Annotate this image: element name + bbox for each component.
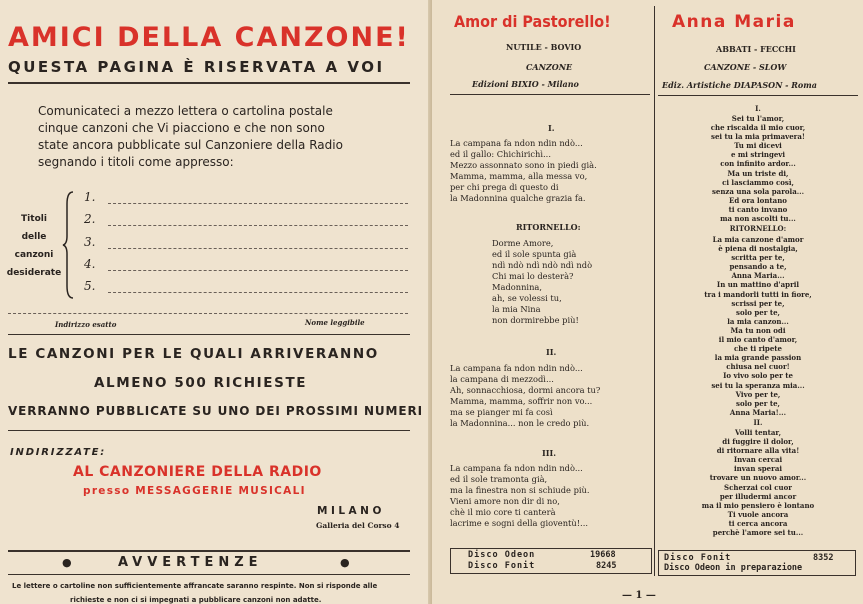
verse-label: I.	[755, 104, 761, 113]
form-label	[6, 210, 62, 282]
lyric-line: tra i mandorli tutti in fiore,	[704, 289, 812, 299]
lyric-line: di ritornare alla vita!	[716, 446, 800, 456]
song1-verse1-label: I.	[548, 123, 555, 133]
title-input-3[interactable]	[108, 248, 408, 249]
form-number: 4.	[84, 257, 96, 271]
lyric-line: lacrime e sogni della gioventù!...	[450, 518, 588, 528]
lyric-line: perchè l'amore sei tu...	[712, 528, 804, 538]
divider	[8, 82, 410, 84]
title-input-2[interactable]	[108, 225, 408, 226]
divider	[8, 334, 410, 335]
lyric-line: La campana fa ndon ndin ndò...	[450, 138, 583, 148]
song1-disc1-num: 19668	[590, 550, 616, 560]
warnings-text-2: richieste e non ci si impegnati a pubblicare canzoni non adatte.	[70, 596, 322, 604]
song1-publisher: Edizioni BIXIO - Milano	[472, 79, 579, 89]
name-label: Nome leggibile	[305, 318, 365, 327]
column-divider	[654, 6, 655, 576]
lyric-line: pensando a te,	[729, 262, 787, 272]
lyric-line: invan sperai	[733, 464, 783, 474]
lyric-line: trovare un nuovo amor...	[709, 473, 807, 483]
lyric-line: chiusa nel cuor!	[726, 362, 790, 372]
lyric-line: La mia canzone d'amor	[712, 235, 804, 244]
intro-line: state ancora pubblicate sul Canzoniere della Radio	[38, 138, 343, 152]
song1-disc2-num: 8245	[596, 561, 617, 571]
lyric-line: Ed ora lontano	[729, 195, 787, 205]
lyric-line: la Madonnina... non le credo più.	[450, 418, 590, 428]
page-subtitle: QUESTA PAGINA È RISERVATA A VOI	[8, 58, 385, 76]
song2-disc2: Disco Odeon in preparazione	[664, 563, 803, 573]
address-label: Indirizzo esatto	[55, 320, 117, 329]
song1-disc1-label: Disco Odeon	[468, 550, 536, 560]
song2-verse1-label	[658, 104, 858, 113]
lyric-line: In un mattino d'april	[716, 280, 800, 290]
song1-genre: CANZONE	[526, 62, 573, 72]
divider	[8, 574, 410, 575]
song1-authors: NUTILE - BOVIO	[506, 42, 582, 52]
lyric-line: e mi stringevi	[730, 150, 786, 160]
lyric-line: scrissi per te,	[731, 298, 785, 308]
song1-verse3	[450, 463, 590, 529]
lyric-line: ci lasciammo così,	[722, 177, 794, 187]
lyric-line: Vieni amore non dir di no,	[450, 496, 560, 506]
street: Galleria del Corso 4	[316, 521, 400, 530]
song2-refrain-label	[658, 224, 858, 233]
notice-line-2: ALMENO 500 RICHIESTE	[94, 375, 308, 391]
notice-line-3: VERRANNO PUBBLICATE SU UNO DEI PROSSIMI NUMERI	[8, 404, 423, 418]
page-title: AMICI DELLA CANZONE!	[8, 22, 410, 53]
lyric-line: Anna Maria...	[731, 271, 785, 281]
lyric-line: ma la finestra non si schiude più.	[450, 485, 590, 495]
lyric-line: solo per te,	[736, 398, 780, 408]
warnings-title: AVVERTENZE	[118, 555, 263, 570]
lyric-line: ndì ndò ndì ndò ndì ndò	[492, 260, 593, 270]
lyric-line: Dorme Amore,	[492, 238, 554, 248]
lyric-line: Ma tu non odi	[730, 325, 786, 335]
lyric-line: Invan cercai	[733, 455, 783, 465]
refrain-label: RITORNELLO:	[729, 224, 787, 233]
lyric-line: che riscalda il mio cuor,	[710, 123, 806, 133]
song1-verse1	[450, 138, 597, 204]
song1-verse2-label: II.	[546, 347, 557, 357]
intro-line: segnando i titoli come appresso:	[38, 155, 234, 169]
lyric-line: Ah, sonnacchiosa, dormi ancora tu?	[450, 385, 601, 395]
lyric-line: non dormirebbe più!	[492, 315, 579, 325]
warning-bullet: ●	[62, 556, 72, 569]
divider	[8, 550, 410, 552]
intro-line: cinque canzoni che Vi piacciono e che non sono	[38, 121, 325, 135]
lyric-line: ed il gallo: Chichirichì...	[450, 149, 551, 159]
form-label-line: delle	[21, 232, 47, 242]
lyric-line: Mamma, mamma, alla messa vo,	[450, 171, 588, 181]
song2-authors: ABBATI - FECCHI	[716, 44, 796, 54]
right-page	[432, 0, 863, 604]
city: MILANO	[317, 505, 385, 517]
brace-icon	[62, 190, 76, 300]
song1-refrain	[492, 238, 592, 326]
form-label-line: canzoni	[14, 250, 54, 260]
lyric-line: la campana di mezzodì...	[450, 374, 554, 384]
song1-title: Amor di Pastorello!	[454, 12, 611, 31]
divider	[658, 95, 858, 96]
title-input-5[interactable]	[108, 292, 408, 293]
lyric-line: Tu mi dicevi	[734, 141, 782, 151]
lyric-line: ma se pianger mi fa così	[450, 407, 553, 417]
lyric-line: senza una sola parola...	[711, 186, 805, 196]
song1-verse3-label: III.	[542, 448, 557, 458]
lyric-line: ma non ascolti tu...	[720, 214, 796, 224]
lyric-line: solo per te,	[736, 307, 780, 317]
divider	[450, 94, 650, 95]
lyric-line: è piena di nostalgia,	[718, 244, 798, 254]
song2-verse1	[658, 114, 858, 223]
lyric-line: la Madonnina qualche grazia fa.	[450, 193, 586, 203]
song2-disc1-label: Disco Fonit	[664, 553, 732, 563]
divider	[8, 430, 410, 431]
lyric-line: La campana fa ndon ndin ndò...	[450, 463, 583, 473]
lyric-line: ma il mio pensiero è lontano	[701, 500, 815, 510]
lyric-line: per chi prega di questo di	[450, 182, 559, 192]
form-number: 5.	[84, 279, 96, 293]
lyric-line: Sei tu l'amor,	[731, 114, 785, 123]
lyric-line: ah, se volessi tu,	[492, 293, 562, 303]
song2-verse2	[658, 428, 858, 537]
lyric-line: Ti vuole ancora	[727, 509, 789, 519]
lyric-line: ti canto invano	[728, 204, 788, 214]
address-input[interactable]	[8, 313, 408, 314]
warning-bullet: ●	[340, 556, 350, 569]
page-number: — 1 —	[622, 590, 656, 601]
lyric-line: sei tu la speranza mia...	[711, 380, 805, 390]
lyric-line: Vivo per te,	[735, 389, 781, 399]
lyric-line: Chi mai lo desterà?	[492, 271, 574, 281]
song2-title: Anna Maria	[672, 12, 796, 32]
lyric-line: ed il sole spunta già	[492, 249, 577, 259]
lyric-line: che ti ripete	[734, 344, 782, 354]
lyric-line: Anna Maria!...	[729, 407, 787, 417]
lyric-line: scritta per te,	[731, 253, 785, 263]
lyric-line: Io vivo solo per te	[723, 371, 793, 381]
address-line-1: AL CANZONIERE DELLA RADIO	[73, 464, 322, 480]
lyric-line: Mamma, mamma, soffrir non vo...	[450, 396, 593, 406]
lyric-line: Volli tentar,	[734, 428, 782, 437]
lyric-line: sei tu la mia primavera!	[711, 132, 805, 142]
song2-verse2-label	[658, 418, 858, 427]
intro-line: Comunicateci a mezzo lettera o cartolina postale	[38, 104, 333, 118]
lyric-line: ed il sole tramonta già,	[450, 474, 548, 484]
song1-verse2	[450, 363, 600, 429]
intro-text	[38, 103, 343, 171]
lyric-line: chè il mio core ti canterà	[450, 507, 556, 517]
song1-refrain-label: RITORNELLO:	[516, 222, 581, 232]
form-number: 3.	[84, 235, 96, 249]
form-label-line: Titoli	[21, 214, 47, 224]
song1-disc2-label: Disco Fonit	[468, 561, 536, 571]
lyric-line: il mio canto d'amor,	[718, 335, 798, 345]
lyric-line: Madonnina,	[492, 282, 543, 292]
form-number: 2.	[84, 212, 96, 226]
address-heading: INDIRIZZATE:	[10, 447, 107, 458]
notice-line-1: LE CANZONI PER LE QUALI ARRIVERANNO	[8, 346, 379, 362]
song2-publisher: Ediz. Artistiche DIAPASON - Roma	[662, 80, 817, 90]
song2-genre: CANZONE - SLOW	[704, 62, 787, 72]
lyric-line: con infinito ardor...	[720, 159, 796, 169]
title-input-1[interactable]	[108, 203, 408, 204]
lyric-line: ti cerca ancora	[728, 518, 788, 528]
form-label-line: desiderate	[6, 268, 62, 278]
lyric-line: La campana fa ndon ndin ndò...	[450, 363, 583, 373]
warnings-text-1: Le lettere o cartoline non sufficientemente affrancate saranno respinte. Non si risponde alle	[12, 582, 378, 590]
lyric-line: la mia canzon...	[727, 316, 789, 326]
lyric-line: Mezzo assonnato sono in piedi già.	[450, 160, 597, 170]
lyric-line: di fuggire il dolor,	[722, 437, 794, 447]
lyric-line: Scherzai col cuor	[724, 482, 792, 492]
lyric-line: per illudermi ancor	[719, 491, 797, 501]
lyric-line: la mia grande passion	[714, 353, 802, 363]
lyric-line: Ma un triste di,	[727, 168, 789, 178]
form-number: 1.	[84, 190, 96, 204]
lyric-line: la mia Nina	[492, 304, 541, 314]
song2-disc1-num: 8352	[813, 553, 834, 563]
title-input-4[interactable]	[108, 270, 408, 271]
song2-refrain	[658, 235, 858, 417]
verse-label: II.	[753, 418, 763, 427]
address-line-2: presso MESSAGGERIE MUSICALI	[83, 485, 306, 497]
